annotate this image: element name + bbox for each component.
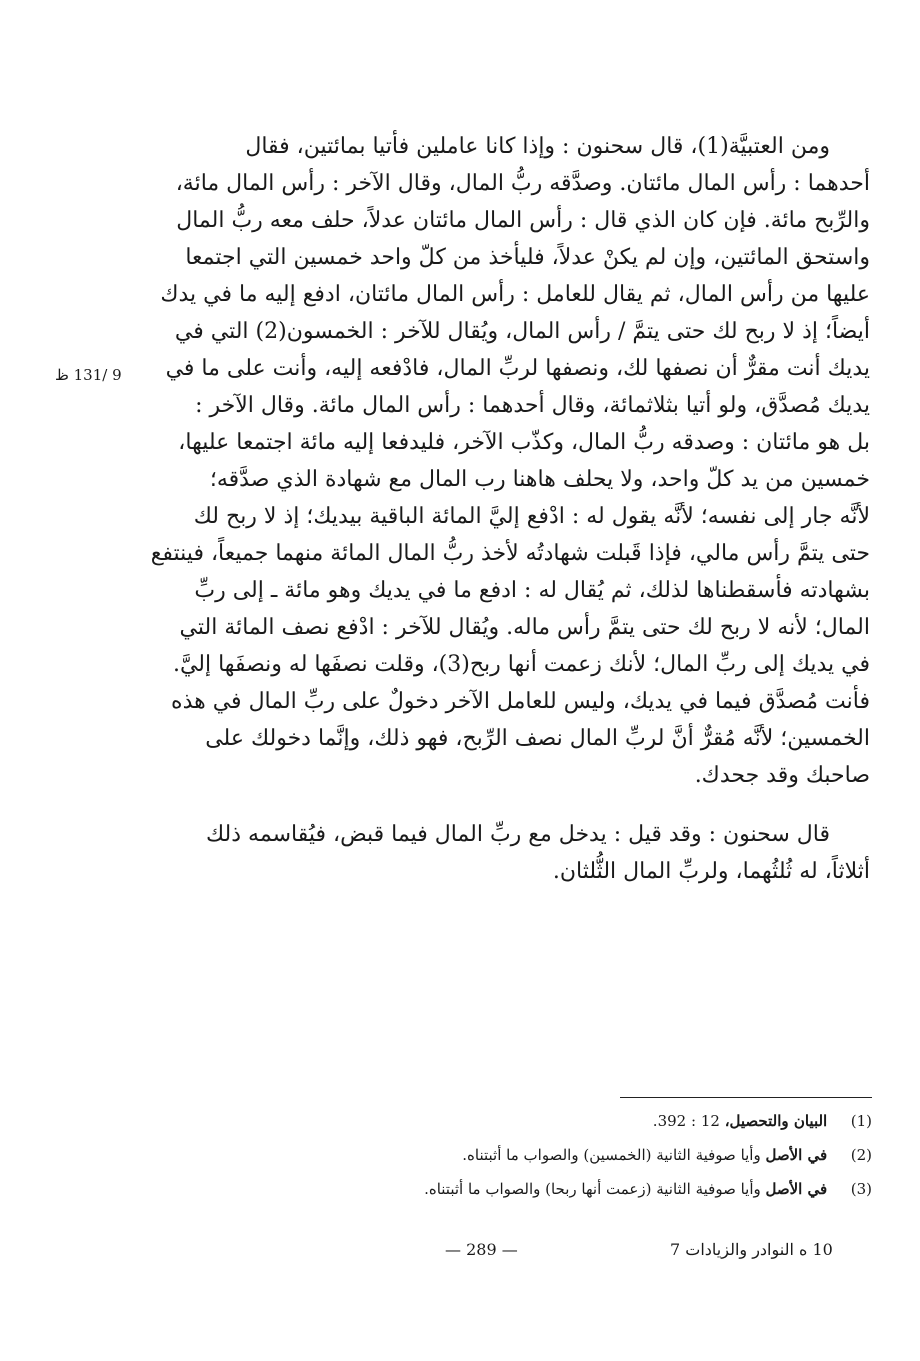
page-number: — 289 — — [445, 1240, 518, 1259]
footnote-source: في الأصل — [765, 1146, 828, 1164]
text-line: صاحبك وقد جحدك. — [694, 763, 870, 788]
text-line: والرِّبح مائة. فإن كان الذي قال : رأس المال مائتان عدلاً، حلف معه ربُّ المال — [176, 208, 870, 233]
text-line: أحدهما : رأس المال مائتان. وصدَّقه ربُّ المال، وقال الآخر : رأس المال مائة، — [175, 171, 870, 196]
footnote-source: البيان والتحصيل، — [724, 1112, 828, 1130]
paragraph-1 — [150, 128, 870, 794]
text-line: عليها من رأس المال، ثم يقال للعامل : رأس المال مائتان، ادفع إليه ما في يدك — [160, 282, 870, 307]
book-signature: 10 ه النوادر والزيادات 7 — [670, 1240, 833, 1259]
paragraph-2 — [160, 816, 870, 890]
text-line: أيضاً؛ إذ لا ربح لك حتى يتمَّ / رأس المال، ويُقال للآخر : الخمسون(2) التي في — [174, 319, 870, 344]
page-content — [150, 128, 870, 890]
text-line: في يديك إلى ربِّ المال؛ لأنك زعمت أنها ربح(3)، وقلت نصفَها له ونصفَها إليَّ. — [172, 652, 870, 677]
text-line: بل هو مائتان : وصدقه ربُّ المال، وكذّب الآخر، فليدفعا إليه مائة اجتمعا عليها، — [178, 430, 870, 455]
marginal-folio-note: 9 /131 ظ — [55, 366, 122, 384]
footnote-text: 12 : 392. — [652, 1112, 725, 1130]
footnote — [320, 1138, 872, 1172]
text-line: قال سحنون : وقد قيل : يدخل مع ربِّ المال فيما قبض، فيُقاسمه ذلك — [206, 822, 830, 847]
text-line: واستحق المائتين، وإن لم يكنْ عدلاً، فليأخذ من كلّ واحد خمسين التي اجتمعا — [185, 245, 870, 270]
footnote-number: (2) — [850, 1146, 872, 1164]
text-line: لأنَّه جار إلى نفسه؛ لأنَّه يقول له : ادْفع إليَّ المائة الباقية بيديك؛ إذ لا ربح لك — [193, 504, 870, 529]
footnote-separator — [620, 1097, 872, 1098]
text-line: الخمسين؛ لأنَّه مُقرٌّ أنَّ لربِّ المال نصف الرِّبح، فهو ذلك، وإنَّما دخولك على — [205, 726, 870, 751]
text-line: يديك أنت مقرٌّ أن نصفها لك، ونصفها لربِّ المال، فادْفعه إليه، وأنت على ما في — [165, 356, 870, 381]
footnote-number: (1) — [850, 1112, 872, 1130]
text-line: ومن العتبيَّة(1)، قال سحنون : وإذا كانا عاملين فأتيا بمائتين، فقال — [245, 134, 830, 159]
main-text — [150, 128, 870, 890]
text-line: حتى يتمَّ رأس مالي، فإذا قَبلت شهادتُه لأخذ ربُّ المال المائة منهما جميعاً، فينتفع — [150, 541, 870, 566]
footnotes — [320, 1104, 872, 1206]
text-line: أثلاثاً، له ثُلثُهما، ولربِّ المال الثُّلثان. — [552, 859, 870, 884]
footnote-source: في الأصل — [765, 1180, 828, 1198]
text-line: المال؛ لأنه لا ربح لك حتى يتمَّ رأس ماله. ويُقال للآخر : ادْفع نصف المائة التي — [179, 615, 870, 640]
footnote — [320, 1172, 872, 1206]
footnote-number: (3) — [850, 1180, 872, 1198]
footnote-text: وأيا صوفية الثانية (الخمسين) والصواب ما أثبتناه. — [462, 1146, 766, 1164]
text-line: خمسين من يد كلّ واحد، ولا يحلف هاهنا رب المال مع شهادة الذي صدَّقه؛ — [209, 467, 870, 492]
text-line: فأنت مُصدَّق فيما في يديك، وليس للعامل الآخر دخولٌ على ربِّ المال في هذه — [171, 689, 870, 714]
text-line: بشهادته فأسقطناها لذلك، ثم يُقال له : ادفع ما في يديك وهو مائة ـ إلى ربِّ — [194, 578, 870, 603]
text-line: يديك مُصدَّق، ولو أتيا بثلاثمائة، وقال أحدهما : رأس المال مائة. وقال الآخر : — [195, 393, 870, 418]
footnote — [320, 1104, 872, 1138]
footnote-text: وأيا صوفية الثانية (زعمت أنها ربحا) والصواب ما أثبتناه. — [424, 1180, 766, 1198]
